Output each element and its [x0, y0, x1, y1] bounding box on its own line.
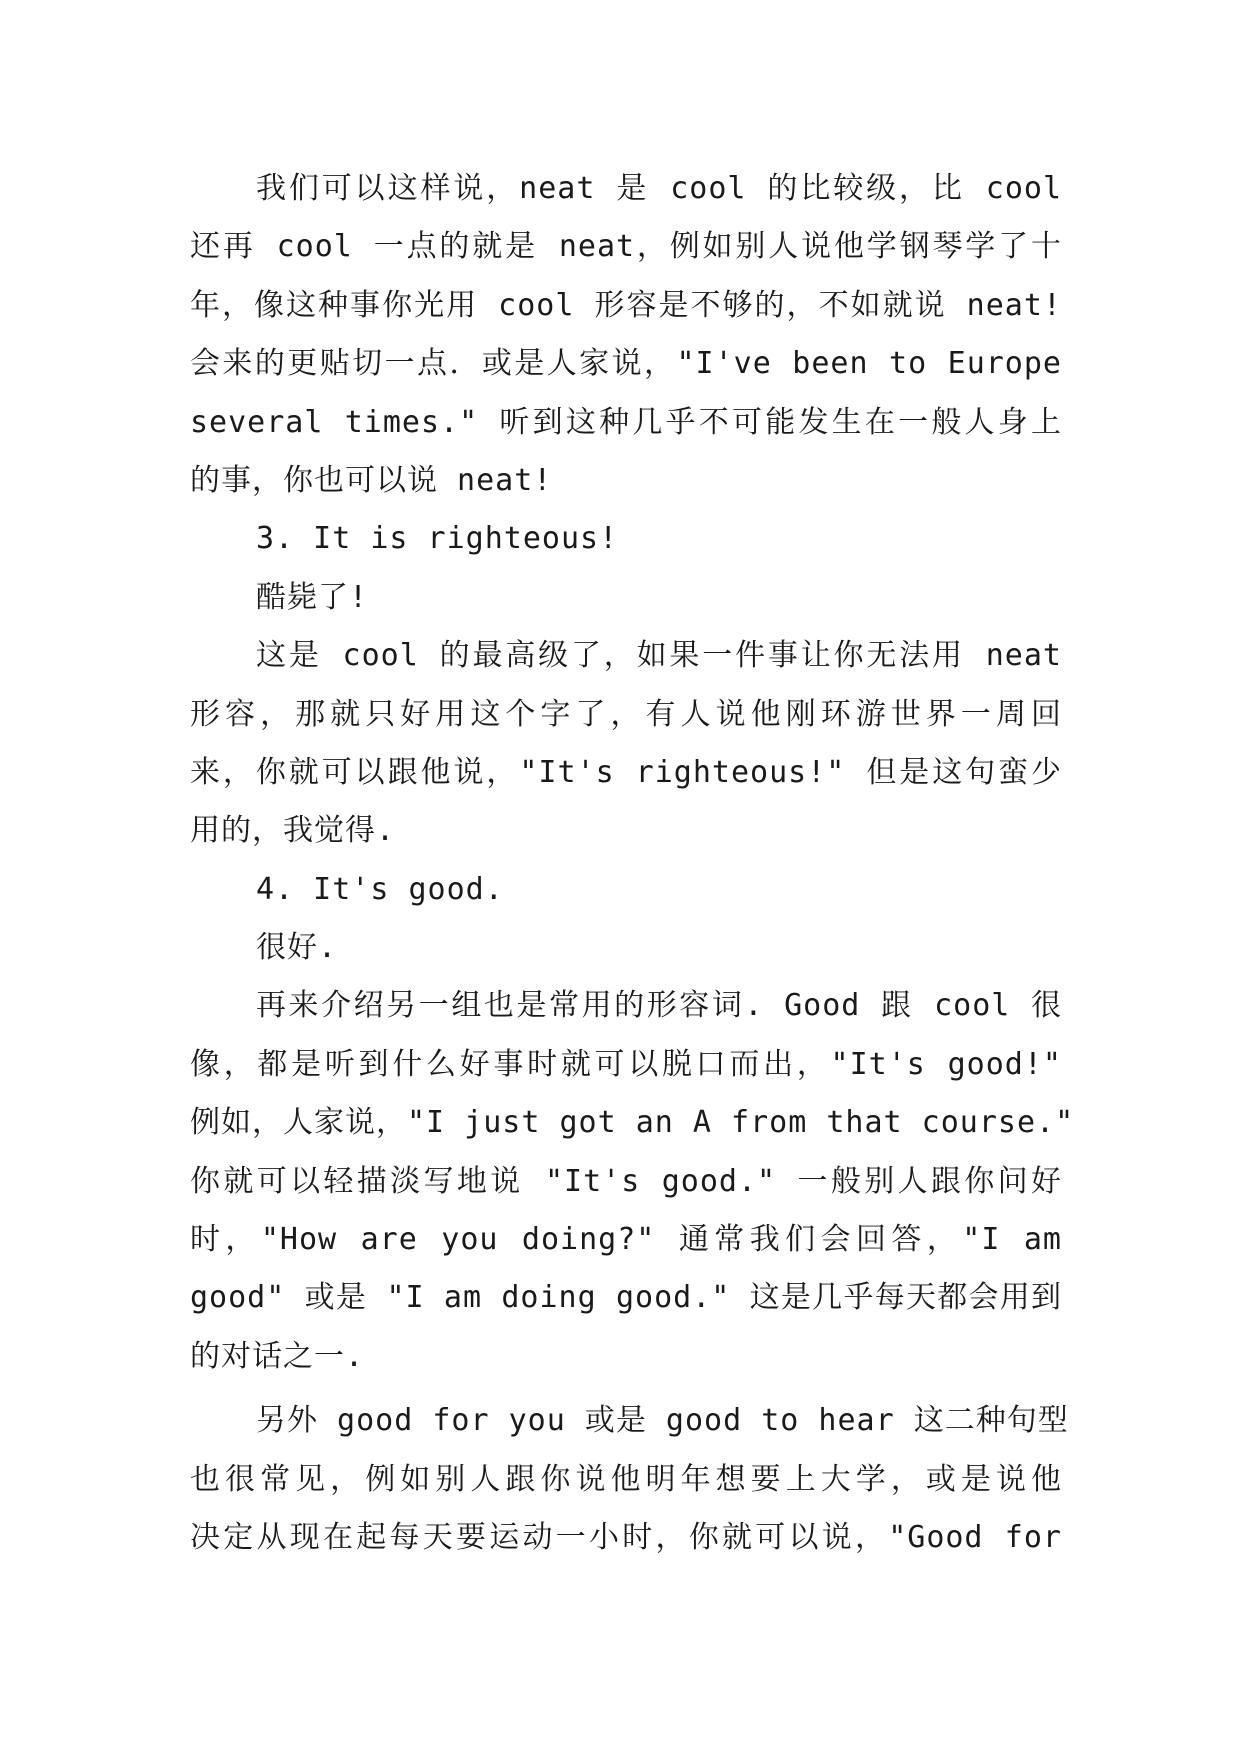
- text-line: 时，"How are you doing?" 通常我们会回答，"I am: [190, 1222, 1062, 1258]
- text-line: several times." 听到这种几乎不可能发生在一般人身上: [190, 404, 1062, 440]
- text-line: 也很常见，例如别人跟你说他明年想要上大学，或是说他: [190, 1461, 1062, 1497]
- text-line: 会来的更贴切一点．或是人家说，"I've been to Europe: [190, 346, 1062, 382]
- text-line: 另外 good for you 或是 good to hear 这二种句型: [256, 1403, 1069, 1439]
- text-line: 还再 cool 一点的就是 neat，例如别人说他学钢琴学了十: [190, 229, 1062, 265]
- section-heading: 3. It is righteous!: [256, 521, 619, 557]
- text-line: 这是 cool 的最高级了，如果一件事让你无法用 neat: [256, 638, 1062, 674]
- text-line: 你就可以轻描淡写地说 "It's good." 一般别人跟你问好: [190, 1163, 1062, 1199]
- text-line: good" 或是 "I am doing good." 这是几乎每天都会用到: [190, 1280, 1062, 1316]
- text-line: 的事，你也可以说 neat!: [190, 462, 553, 498]
- text-line: 很好.: [256, 930, 338, 966]
- text-line: 来，你就可以跟他说，"It's righteous!" 但是这句蛮少: [190, 754, 1062, 790]
- text-line: 用的，我觉得.: [190, 813, 396, 849]
- text-line: 的对话之一.: [190, 1338, 365, 1374]
- text-line: 像，都是听到什么好事时就可以脱口而出，"It's good!": [190, 1046, 1062, 1082]
- text-line: 形容，那就只好用这个字了，有人说他刚环游世界一周回: [190, 696, 1062, 732]
- document-body: [190, 160, 1075, 1567]
- text-line: 年，像这种事你光用 cool 形容是不够的，不如就说 neat!: [190, 287, 1062, 323]
- text-line: 例如，人家说，"I just got an A from that course.": [190, 1105, 1075, 1141]
- text-line: 我们可以这样说，neat 是 cool 的比较级，比 cool: [256, 171, 1062, 206]
- text-line: 再来介绍另一组也是常用的形容词. Good 跟 cool 很: [256, 988, 1062, 1024]
- text-line: 酷毙了!: [256, 579, 369, 615]
- text-line: 决定从现在起每天要运动一小时，你就可以说，"Good for: [190, 1519, 1062, 1555]
- section-heading: 4. It's good.: [256, 871, 504, 907]
